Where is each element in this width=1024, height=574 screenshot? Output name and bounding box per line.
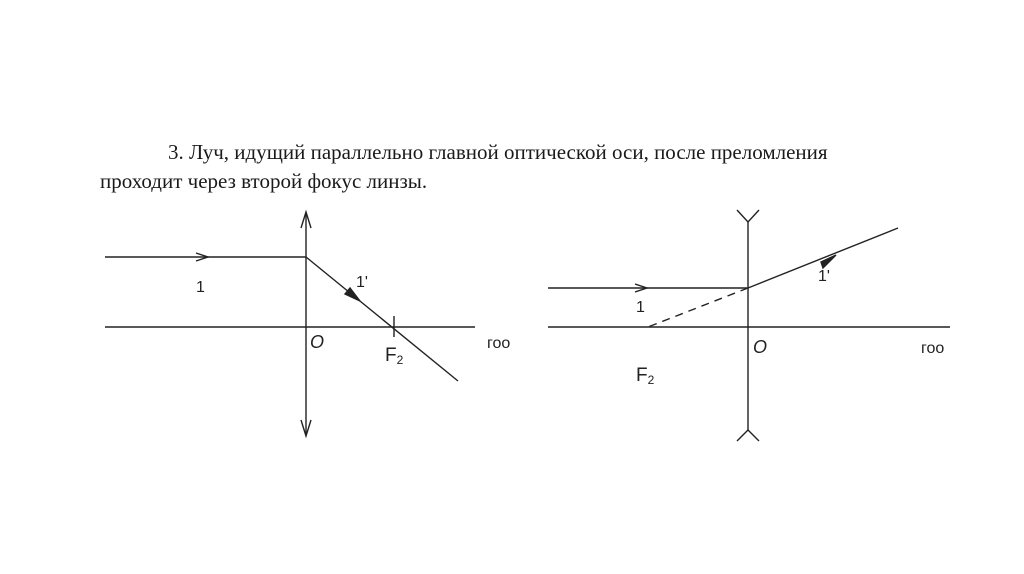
diverging-lens-diagram	[548, 210, 950, 441]
right-refracted-ray-label: 1'	[818, 268, 830, 285]
right-ray-label: 1	[636, 299, 645, 316]
rule-text-line-2: проходит через второй фокус линзы.	[100, 169, 428, 193]
left-focus-label: F2	[385, 345, 404, 367]
right-refracted-ray-arrowhead	[821, 255, 836, 268]
right-focus-label: F2	[636, 365, 655, 387]
diverging-lens-bottom-fork	[737, 430, 759, 441]
diverging-lens-top-fork	[737, 210, 759, 222]
rule-text-line-1: 3. Луч, идущий параллельно главной оптической оси, после преломления	[168, 140, 828, 164]
converging-lens-diagram	[105, 212, 475, 436]
right-axis-label: гоо	[921, 340, 945, 357]
left-refracted-ray-label: 1'	[356, 274, 368, 291]
left-center-label: O	[310, 332, 325, 352]
left-axis-label: гоо	[487, 335, 511, 352]
right-center-label: O	[753, 337, 768, 357]
left-ray-label: 1	[196, 279, 205, 296]
right-dashed-extension	[648, 288, 748, 327]
left-refracted-ray	[306, 257, 458, 381]
